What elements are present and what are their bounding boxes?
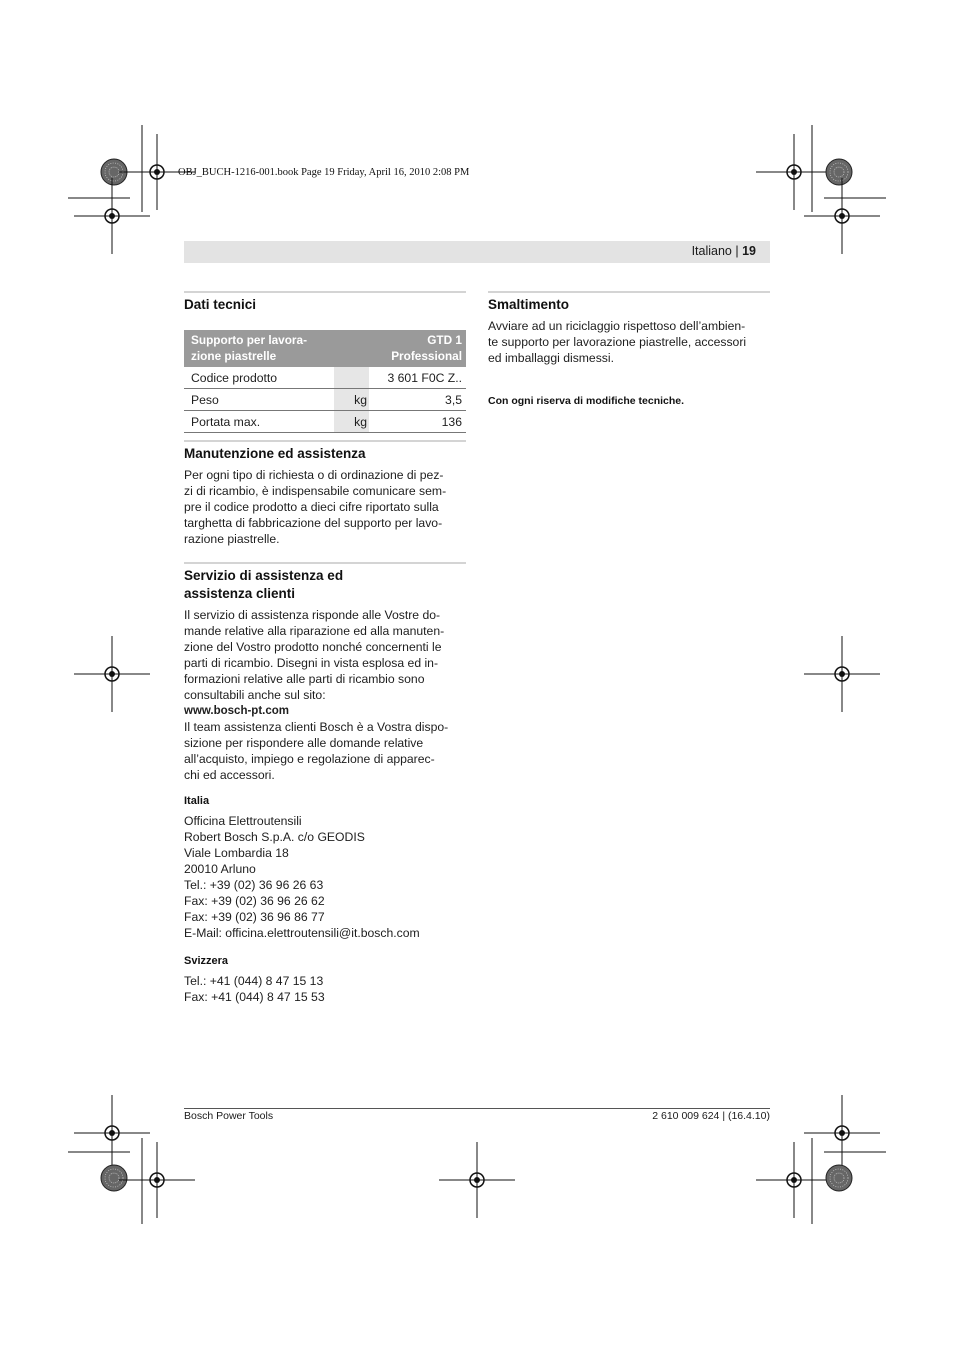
print-info: OBJ_BUCH-1216-001.book Page 19 Friday, April 16, 2010 2:08 PM xyxy=(178,167,470,178)
crosshair-icon xyxy=(119,1142,195,1218)
section-reserve xyxy=(488,395,770,407)
italia-heading: Italia xyxy=(184,795,210,807)
crosshair-icon xyxy=(74,178,150,254)
spec-value: 3 601 F0C Z.. xyxy=(369,367,466,389)
table-row xyxy=(184,389,466,411)
service-url-link[interactable]: www.bosch-pt.com xyxy=(184,705,289,717)
section-rule xyxy=(184,562,466,564)
service-title: Servizio di assistenza ed assistenza clienti xyxy=(184,568,344,601)
spec-head-right: GTD 1 Professional xyxy=(369,330,466,367)
spec-label: Portata max. xyxy=(184,411,334,433)
section-disposal xyxy=(488,291,770,366)
spec-unit: kg xyxy=(334,411,369,433)
svizzera-heading: Svizzera xyxy=(184,955,229,967)
footer-doc-number: 2 610 009 624 | (16.4.10) xyxy=(652,1110,770,1122)
section-tech xyxy=(184,291,466,433)
header-language: Italiano xyxy=(691,244,732,258)
footer-rule xyxy=(184,1108,770,1109)
section-italia xyxy=(184,795,466,941)
section-service xyxy=(184,562,466,783)
service-text: Il servizio di assistenza risponde alle Vostre do- mande relative alla riparazione ed alla manuten- zione del Vostro prodotto nonché concernenti le parti di ricambio. Disegni in vista esplosa ed in- formazioni relative alle parti di ricambio sono consultabili anche sul sito: xyxy=(184,608,445,702)
disposal-text: Avviare ad un riciclaggio rispettoso dell’ambien- te supporto per lavorazione piastrelle, accessori ed imballaggi dismessi. xyxy=(488,319,747,365)
crosshair-icon xyxy=(74,1095,150,1171)
spec-unit: kg xyxy=(334,389,369,411)
reserve-note: Con ogni riserva di modifiche tecniche. xyxy=(488,395,685,407)
crosshair-icon xyxy=(74,636,150,712)
crosshair-icon xyxy=(804,636,880,712)
crosshair-icon xyxy=(804,178,880,254)
star-mark-icon xyxy=(826,159,852,185)
crosshair-icon xyxy=(439,1142,515,1218)
spec-value: 3,5 xyxy=(369,389,466,411)
disposal-title: Smaltimento xyxy=(488,297,570,312)
section-rule xyxy=(184,440,466,442)
table-row xyxy=(184,411,466,433)
tech-title: Dati tecnici xyxy=(184,297,257,312)
star-mark-icon xyxy=(101,1165,127,1191)
maintenance-title: Manutenzione ed assistenza xyxy=(184,446,366,461)
page-header xyxy=(184,241,770,263)
spec-value: 136 xyxy=(369,411,466,433)
section-rule xyxy=(184,291,466,293)
header-text xyxy=(692,244,756,258)
spec-table xyxy=(184,330,466,433)
spec-label: Peso xyxy=(184,389,334,411)
crosshair-icon xyxy=(756,134,832,210)
star-mark-icon xyxy=(826,1165,852,1191)
section-maintenance xyxy=(184,440,466,547)
italia-address: Officina Elettroutensili Robert Bosch S.p.A. c/o GEODIS Viale Lombardia 18 20010 Arluno Tel.: +39 (02) 36 96 26 63 Fax: +39 (02) 36 96 26 62 Fax: +39 (02) 36 96 86 77 E-Mail: officina.elettroutensili@it.bosch.com xyxy=(184,814,420,940)
svizzera-address: Tel.: +41 (044) 8 47 15 13 Fax: +41 (044) 8 47 15 53 xyxy=(184,974,325,1004)
service-text-2: Il team assistenza clienti Bosch è a Vostra dispo- sizione per rispondere alle domande relative all’acquisto, impiego e regolazione di apparec- chi ed accessori. xyxy=(184,720,449,782)
footer-brand: Bosch Power Tools xyxy=(184,1110,274,1122)
spec-head-left: Supporto per lavora- zione piastrelle xyxy=(184,330,369,367)
spec-unit xyxy=(334,367,369,389)
section-rule xyxy=(488,291,770,293)
maintenance-text: Per ogni tipo di richiesta o di ordinazione di pez- zi di ricambio, è indispensabile comunicare sem- pre il codice prodotto a dieci cifre riportato sulla targhetta di fabbricazione del supporto per lavo- razione piastrelle. xyxy=(184,468,447,546)
spec-table-header xyxy=(184,330,466,367)
crosshair-icon xyxy=(756,1142,832,1218)
crosshair-icon xyxy=(804,1095,880,1171)
table-row xyxy=(184,367,466,389)
header-separator: | xyxy=(735,244,739,258)
page-number: 19 xyxy=(742,244,756,258)
section-svizzera xyxy=(184,955,466,1005)
spec-label: Codice prodotto xyxy=(184,367,334,389)
